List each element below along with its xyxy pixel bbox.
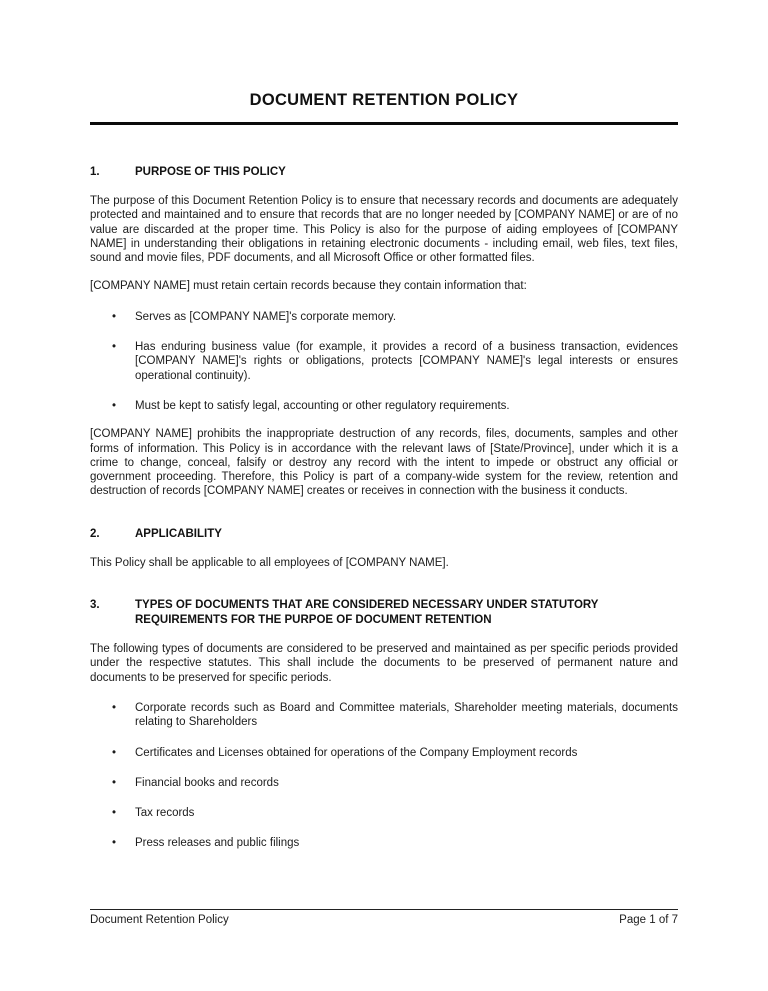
bullet-icon: • xyxy=(112,837,117,850)
list-item-text: Financial books and records xyxy=(135,776,279,789)
list-item-text: Certificates and Licenses obtained for operations of the Company Employment records xyxy=(135,746,578,759)
document-section xyxy=(90,598,678,851)
bullet-icon: • xyxy=(112,399,117,412)
paragraph: This Policy shall be applicable to all employees of [COMPANY NAME]. xyxy=(90,556,449,569)
list-item-text: Tax records xyxy=(135,807,195,820)
title-rule xyxy=(90,122,678,125)
list-item-text: Has enduring business value (for example, it provides a record of a business transaction, evidences [COMPANY NAME]'s rights or obligations, protects [COMPANY NAME]'s legal interests or ensures operational continuity). xyxy=(135,341,678,382)
section-heading xyxy=(90,598,678,628)
paragraph: [COMPANY NAME] prohibits the inappropriate destruction of any records, files, documents, samples and other forms of information. This Policy is in accordance with the relevant laws of [State/Province], under which it is a crime to change, conceal, falsify or destroy any record with the intent to impede or obstruct any official or government proceeding. Therefore, this Policy is part of a company-wide system for the review, retention and destruction of records [COMPANY NAME] creates or receives in connection with the business it conducts. xyxy=(90,428,678,498)
document-body xyxy=(90,165,678,851)
paragraph: [COMPANY NAME] must retain certain records because they contain information that: xyxy=(90,280,527,293)
section-title: APPLICABILITY xyxy=(135,527,222,540)
list-item xyxy=(90,701,678,730)
section-number: 2. xyxy=(90,527,100,540)
document-section xyxy=(90,527,678,570)
bullet-icon: • xyxy=(112,701,117,714)
section-heading xyxy=(90,165,678,180)
paragraph: The purpose of this Document Retention Policy is to ensure that necessary records and documents are adequately protected and maintained and to ensure that records that are no longer needed by [COMPANY NAME] or are of no value are discarded at the proper time. This Policy is also for the purpose of aiding employees of [COMPANY NAME] in understanding their obligations in retaining electronic documents - including email, web files, text files, sound and movie files, PDF documents, and all Microsoft Office or other formatted files. xyxy=(90,195,678,265)
section-title: TYPES OF DOCUMENTS THAT ARE CONSIDERED NECESSARY UNDER STATUTORY REQUIREMENTS FOR THE PURPOE OF DOCUMENT RETENTION xyxy=(135,599,599,627)
list-item xyxy=(90,806,678,820)
list-item-text: Serves as [COMPANY NAME]'s corporate memory. xyxy=(135,310,397,323)
list-item xyxy=(90,836,678,850)
paragraph: The following types of documents are considered to be preserved and maintained as per specific periods provided under the respective statutes. This shall include the documents to be preserved of permanent nature and documents to be preserved for specific periods. xyxy=(90,643,678,684)
section-number: 3. xyxy=(90,599,100,612)
list-item-text: Corporate records such as Board and Committee materials, Shareholder meeting materials, documents relating to Shareholders xyxy=(135,701,678,729)
footer-document-name: Document Retention Policy xyxy=(90,914,229,926)
footer-rule xyxy=(90,909,678,910)
bullet-icon: • xyxy=(112,776,117,789)
document-section xyxy=(90,165,678,499)
document-title: DOCUMENT RETENTION POLICY xyxy=(249,91,519,109)
footer-row xyxy=(90,914,678,926)
list-item xyxy=(90,310,678,324)
list-item xyxy=(90,746,678,760)
bullet-icon: • xyxy=(112,310,117,323)
document-footer xyxy=(90,909,678,926)
list-item xyxy=(90,399,678,413)
list-item xyxy=(90,776,678,790)
footer-page-number: Page 1 of 7 xyxy=(619,914,678,926)
section-title: PURPOSE OF THIS POLICY xyxy=(135,166,286,178)
bullet-icon: • xyxy=(112,341,117,354)
section-heading xyxy=(90,527,678,542)
list-item-text: Press releases and public filings xyxy=(135,837,300,850)
list-item-text: Must be kept to satisfy legal, accounting or other regulatory requirements. xyxy=(135,399,510,412)
bullet-icon: • xyxy=(112,807,117,820)
section-number: 1. xyxy=(90,166,100,178)
list-item xyxy=(90,340,678,383)
bullet-icon: • xyxy=(112,746,117,759)
